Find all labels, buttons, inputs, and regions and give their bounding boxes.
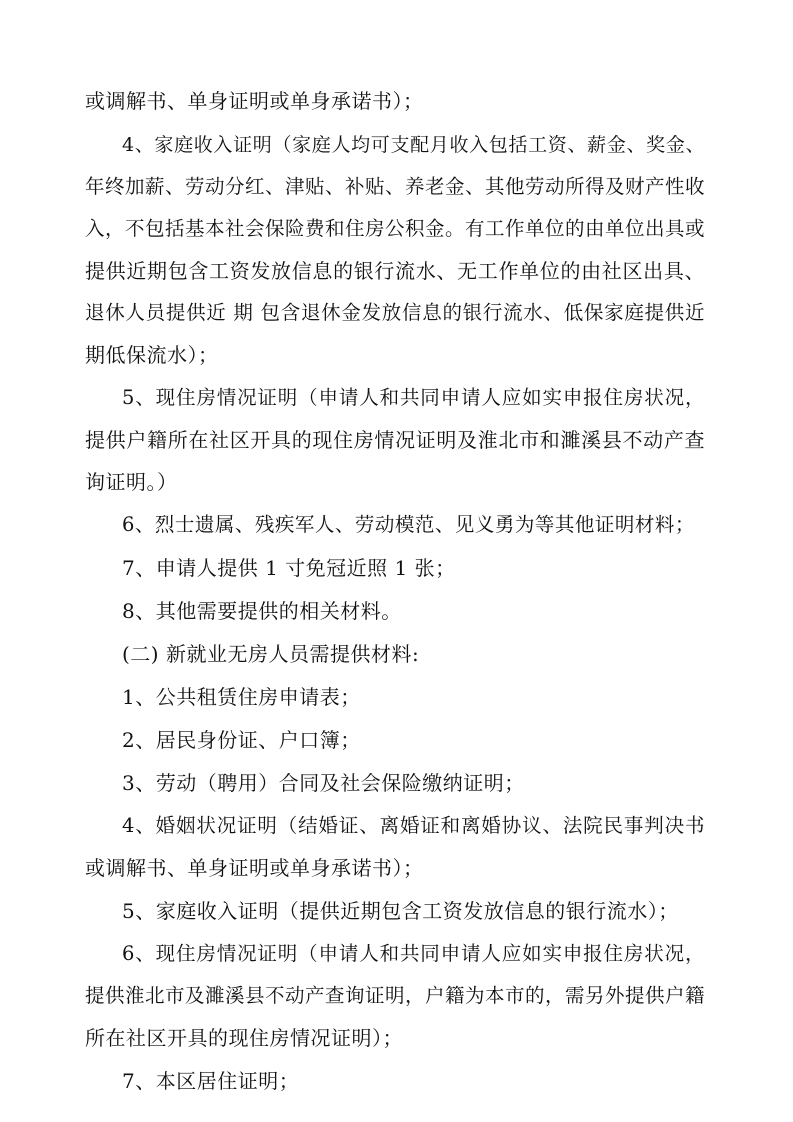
text-line: 或调解书、单身证明或单身承诺书）； xyxy=(85,856,424,880)
text-line: 4、婚姻状况证明（结婚证、离婚证和离婚协议、法院民事判决书 xyxy=(122,814,705,837)
text-line: 或调解书、单身证明或单身承诺书）； xyxy=(85,89,424,113)
text-line: 年终加薪、劳动分红、津贴、补贴、养老金、其他劳动所得及财产性收 xyxy=(85,175,706,198)
text-line: 期低保流水）； xyxy=(85,343,219,367)
text-line: 提供淮北市及濉溪县不动产查询证明，户籍为本市的，需另外提供户籍 xyxy=(85,984,706,1007)
text-line: 提供户籍所在社区开具的现住房情况证明及淮北市和濉溪县不动产查 xyxy=(85,428,705,452)
text-line: 3、劳动（聘用）合同及社会保险缴纳证明； xyxy=(122,771,525,795)
text-line: 所在社区开具的现住房情况证明）； xyxy=(85,1026,403,1050)
text-line: 2、居民身份证、户口簿； xyxy=(122,728,361,752)
text-line: 5、家庭收入证明（提供近期包含工资发放信息的银行流水）； xyxy=(122,899,679,923)
text-line: 4、家庭收入证明（家庭人均可支配月收入包括工资、薪金、奖金、 xyxy=(122,134,705,156)
text-line: 6、现住房情况证明（申请人和共同申请人应如实申报住房状况， xyxy=(122,942,705,965)
text-line: 提供近期包含工资发放信息的银行流水、无工作单位的由社区出具、 xyxy=(85,259,705,283)
section-heading: (二) 新就业无房人员需提供材料: xyxy=(122,642,420,666)
text-line: 7、申请人提供 1 寸免冠近照 1 张； xyxy=(122,556,456,580)
text-line: 退休人员提供近 期 包含退休金发放信息的银行流水、低保家庭提供近 xyxy=(85,301,705,324)
text-line: 1、公共租赁住房申请表； xyxy=(122,685,361,709)
text-line: 7、本区居住证明； xyxy=(122,1069,300,1093)
text-line: 入，不包括基本社会保险费和住房公积金。有工作单位的由单位出具或 xyxy=(85,217,706,240)
text-line: 询证明。） xyxy=(85,470,178,494)
text-line: 5、现住房情况证明（申请人和共同申请人应如实申报住房状况， xyxy=(122,386,705,409)
text-line: 6、烈士遗属、残疾军人、劳动模范、见义勇为等其他证明材料； xyxy=(122,513,695,536)
text-line: 8、其他需要提供的相关材料。 xyxy=(122,599,402,623)
